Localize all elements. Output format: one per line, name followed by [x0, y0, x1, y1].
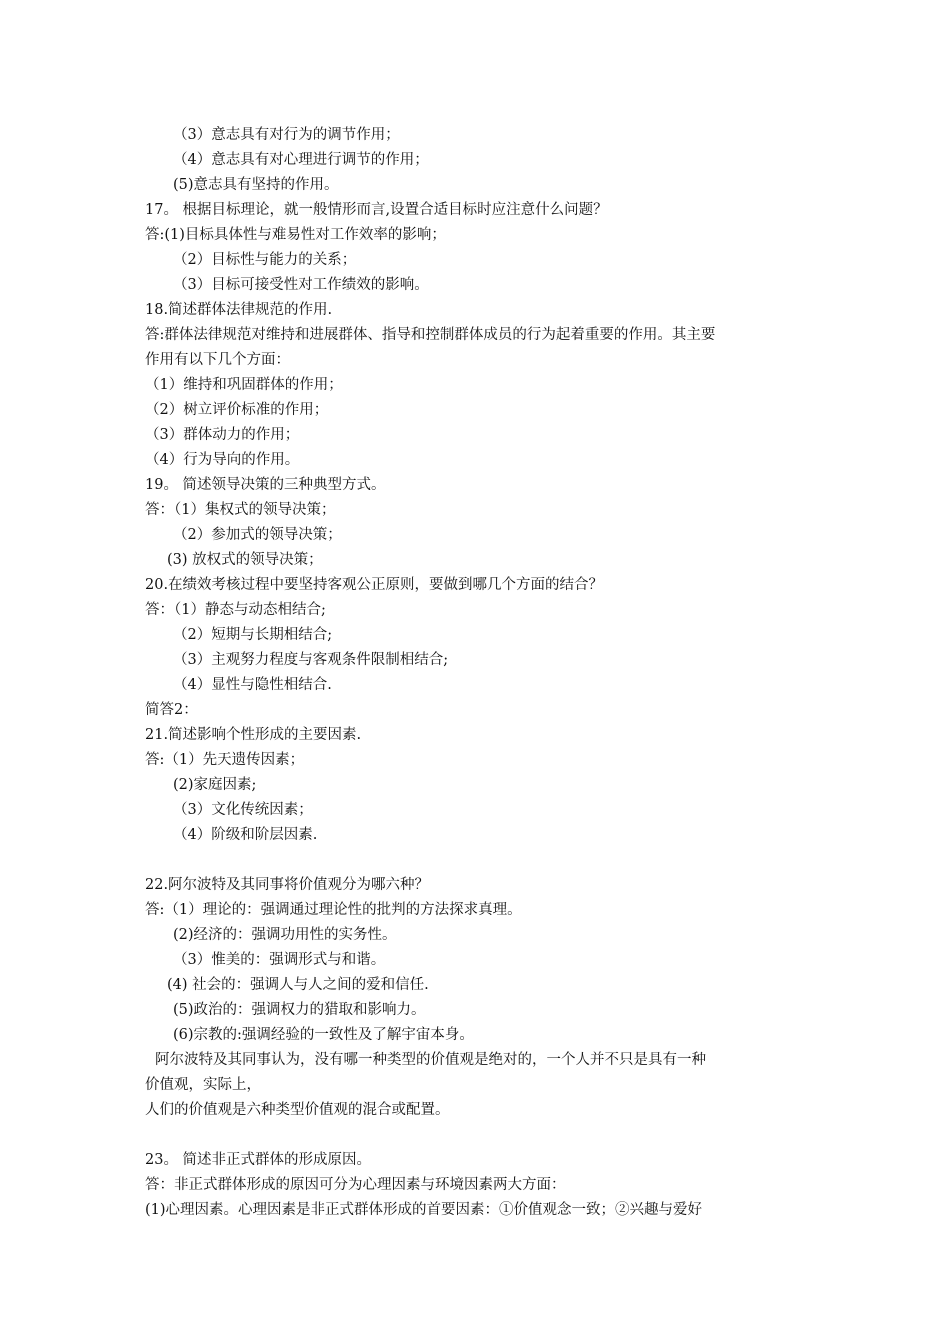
text-line: （4）阶级和阶层因素.: [173, 827, 318, 843]
question-heading: 17。 根据目标理论，就一般情形而言,设置合适目标时应注意什么问题？: [145, 202, 608, 218]
question-heading: 18.简述群体法律规范的作用.: [145, 302, 333, 318]
question-heading: 21.简述影响个性形成的主要因素.: [145, 727, 362, 743]
text-line: 价值观，实际上，: [145, 1077, 261, 1093]
blank-line: [145, 1123, 815, 1148]
text-line: （3）目标可接受性对工作绩效的影响。: [173, 277, 429, 293]
text-line: （3）文化传统因素；: [173, 802, 313, 818]
text-line: （2）短期与长期相结合;: [173, 627, 333, 643]
document-body: [145, 123, 815, 1223]
text-line: （4）显性与隐性相结合.: [173, 677, 332, 693]
answer-line: 答：（1）静态与动态相结合;: [145, 602, 326, 618]
answer-line: 答:（1）先天遗传因素；: [145, 752, 305, 768]
answer-line: 答:(1)目标具体性与难易性对工作效率的影响；: [145, 227, 446, 243]
text-line: （2）参加式的领导决策；: [173, 527, 342, 543]
text-line: (5)意志具有坚持的作用。: [173, 177, 339, 193]
answer-line: 答:（1）理论的：强调通过理论性的批判的方法探求真理。: [145, 902, 522, 918]
text-line: (2)经济的：强调功用性的实务性。: [173, 927, 397, 943]
text-line: (4) 社会的：强调人与人之间的爱和信任.: [167, 977, 429, 993]
text-line: (5)政治的：强调权力的猎取和影响力。: [173, 1002, 426, 1018]
text-line: (3) 放权式的领导决策；: [167, 552, 323, 568]
answer-line: 答:群体法律规范对维持和进展群体、指导和控制群体成员的行为起着重要的作用。其主要: [145, 327, 716, 343]
question-heading: 19。 简述领导决策的三种典型方式。: [145, 477, 386, 493]
text-line: (2)家庭因素;: [173, 777, 257, 793]
text-line: 人们的价值观是六种类型价值观的混合或配置。: [145, 1102, 450, 1118]
answer-line: 答：（1）集权式的领导决策；: [145, 502, 336, 518]
text-line: 阿尔波特及其同事认为，没有哪一种类型的价值观是绝对的，一个人并不只是具有一种: [155, 1052, 706, 1068]
answer-line: 答：非正式群体形成的原因可分为心理因素与环境因素两大方面：: [145, 1177, 566, 1193]
text-line: 作用有以下几个方面：: [145, 352, 290, 368]
text-line: （2）目标性与能力的关系；: [173, 252, 357, 268]
question-heading: 23。 简述非正式群体的形成原因。: [145, 1152, 372, 1168]
text-line: （2）树立评价标准的作用；: [145, 402, 329, 418]
text-line: (6)宗教的:强调经验的一致性及了解宇宙本身。: [173, 1027, 474, 1043]
text-line: （4）意志具有对心理进行调节的作用；: [173, 152, 429, 168]
text-line: （3）惟美的：强调形式与和谐。: [173, 952, 386, 968]
text-line: （3）群体动力的作用；: [145, 427, 300, 443]
text-line: （1）维持和巩固群体的作用；: [145, 377, 343, 393]
blank-line: [145, 848, 815, 873]
text-line: （3）主观努力程度与客观条件限制相结合;: [173, 652, 449, 668]
question-heading: 20.在绩效考核过程中要坚持客观公正原则，要做到哪几个方面的结合？: [145, 577, 604, 593]
text-line: （3）意志具有对行为的调节作用；: [173, 127, 400, 143]
question-heading: 22.阿尔波特及其同事将价值观分为哪六种？: [145, 877, 430, 893]
text-line: （4）行为导向的作用。: [145, 452, 300, 468]
section-heading: 简答2：: [145, 702, 198, 718]
text-line: (1)心理因素。心理因素是非正式群体形成的首要因素：①价值观念一致；②兴趣与爱好: [145, 1202, 703, 1218]
